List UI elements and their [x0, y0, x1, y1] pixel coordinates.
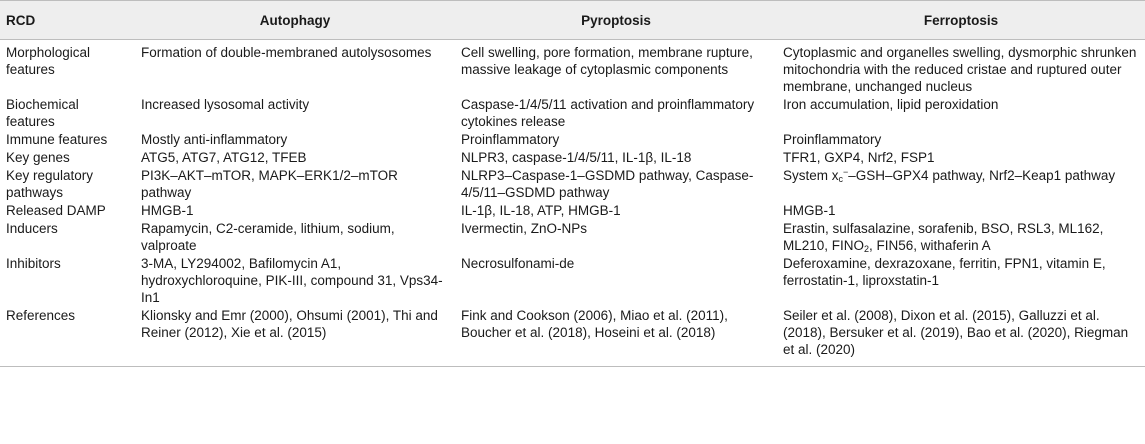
header-row [0, 1, 1145, 40]
table-row [0, 131, 1145, 149]
ferroptosis-text-pre: Erastin, sulfasalazine, sorafenib, BSO, RSL3, ML162, ML210, FINO [783, 221, 1104, 253]
cell-pyroptosis: Cell swelling, pore formation, membrane rupture, massive leakage of cytoplasmic components [461, 45, 753, 77]
cell-ferroptosis: Iron accumulation, lipid peroxidation [783, 97, 999, 112]
cell-ferroptosis [777, 167, 1145, 202]
cell-autophagy: Klionsky and Emr (2000), Ohsumi (2001), Thi and Reiner (2012), Xie et al. (2015) [135, 307, 455, 367]
table-row [0, 40, 1145, 97]
cell-ferroptosis: Seiler et al. (2008), Dixon et al. (2015), Galluzzi et al. (2018), Bersuker et al. (2019), Bao et al. (2020), Riegman et al. (2020) [777, 307, 1145, 367]
cell-autophagy: PI3K–AKT–mTOR, MAPK–ERK1/2–mTOR pathway [141, 168, 398, 200]
header-rcd: RCD [0, 1, 135, 40]
cell-ferroptosis: Deferoxamine, dexrazoxane, ferritin, FPN1, vitamin E, ferrostatin-1, liproxstatin-1 [783, 256, 1106, 288]
cell-autophagy: ATG5, ATG7, ATG12, TFEB [141, 150, 307, 165]
table-row [0, 220, 1145, 255]
cell-autophagy: 3-MA, LY294002, Bafilomycin A1, hydroxychloroquine, PIK-III, compound 31, Vps34-In1 [141, 256, 443, 305]
table-row [0, 167, 1145, 202]
cell-ferroptosis: HMGB-1 [783, 203, 836, 218]
ferroptosis-text-post: , FIN56, withaferin A [869, 238, 991, 253]
cell-ferroptosis: Cytoplasmic and organelles swelling, dysmorphic shrunken mitochondria with the reduced cristae and ruptured outer membrane, unchanged nucleus [783, 45, 1137, 94]
ferroptosis-superscript: − [843, 167, 849, 177]
cell-pyroptosis: Fink and Cookson (2006), Miao et al. (2011), Boucher et al. (2018), Hoseini et al. (2018) [455, 307, 777, 367]
row-label: References [0, 307, 135, 367]
cell-pyroptosis: Ivermectin, ZnO-NPs [461, 221, 588, 236]
cell-pyroptosis: Proinflammatory [461, 132, 560, 147]
row-label: Key genes [6, 150, 70, 165]
cell-pyroptosis: NLPR3, caspase-1/4/5/11, IL-1β, IL-18 [461, 150, 692, 165]
header-autophagy: Autophagy [135, 1, 455, 40]
row-label: Key regulatory pathways [6, 168, 94, 200]
ferroptosis-subscript: 2 [864, 244, 870, 254]
ferroptosis-text-pre: System x [783, 168, 839, 183]
row-label: Inhibitors [6, 256, 61, 271]
table-row [0, 202, 1145, 220]
cell-pyroptosis: Caspase-1/4/5/11 activation and proinflammatory cytokines release [461, 97, 755, 129]
row-label: Biochemical features [6, 97, 79, 129]
table-body [0, 40, 1145, 367]
cell-autophagy: Increased lysosomal activity [141, 97, 310, 112]
ferroptosis-text-post: –GSH–GPX4 pathway, Nrf2–Keap1 pathway [848, 168, 1116, 183]
row-label: Inducers [6, 221, 58, 236]
cell-pyroptosis: NLRP3–Caspase-1–GSDMD pathway, Caspase-4/5/11–GSDMD pathway [461, 168, 754, 200]
row-label: Morphological features [6, 45, 91, 77]
cell-ferroptosis: Proinflammatory [783, 132, 882, 147]
table-row [0, 149, 1145, 167]
row-label: Immune features [6, 132, 108, 147]
cell-autophagy: HMGB-1 [141, 203, 194, 218]
table-row [0, 96, 1145, 131]
header-ferroptosis: Ferroptosis [777, 1, 1145, 40]
cell-ferroptosis [777, 220, 1145, 255]
header-pyroptosis: Pyroptosis [455, 1, 777, 40]
table-row [0, 255, 1145, 307]
cell-pyroptosis: IL-1β, IL-18, ATP, HMGB-1 [461, 203, 621, 218]
cell-autophagy: Mostly anti-inflammatory [141, 132, 288, 147]
table-row [0, 307, 1145, 367]
table-header [0, 1, 1145, 40]
cell-pyroptosis: Necrosulfonami-de [461, 256, 575, 271]
cell-autophagy: Rapamycin, C2-ceramide, lithium, sodium, valproate [141, 221, 395, 253]
ferroptosis-subscript: c [838, 174, 844, 184]
cell-ferroptosis: TFR1, GXP4, Nrf2, FSP1 [783, 150, 935, 165]
row-label: Released DAMP [6, 203, 106, 218]
cell-autophagy: Formation of double-membraned autolysosomes [141, 45, 432, 60]
